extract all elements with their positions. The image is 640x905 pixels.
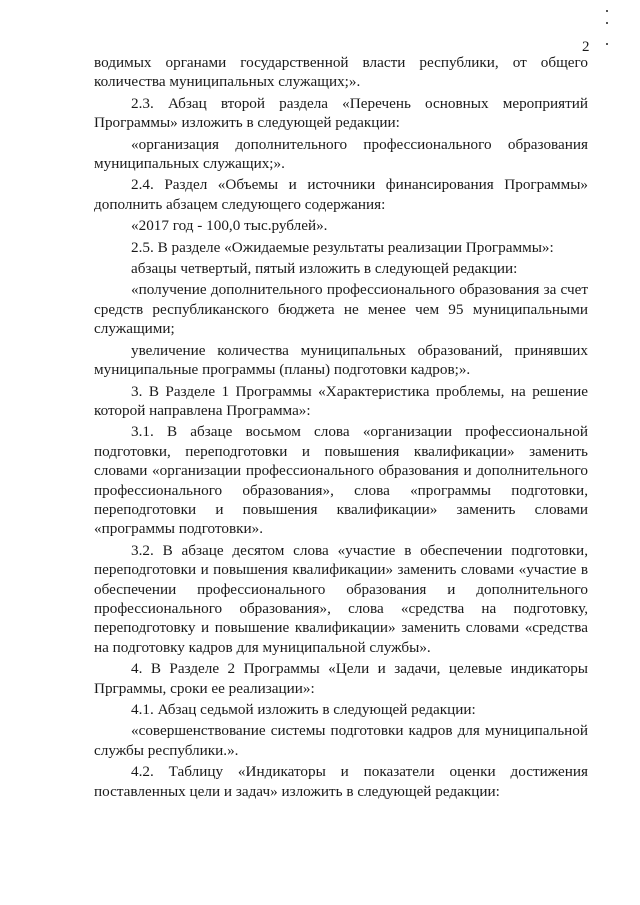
paragraph: 4. В Разделе 2 Программы «Цели и задачи, целевые индикаторы Прграммы, сроки ее реализации»: [94,660,588,697]
paragraph: 2.4. Раздел «Объемы и источники финансирования Программы» дополнить абзацем следующего содержания: [94,176,588,213]
paragraph: 4.1. Абзац седьмой изложить в следующей редакции: [131,701,476,718]
paragraph: «2017 год - 100,0 тыс.рублей». [131,217,328,235]
paragraph: 4.2. Таблицу «Индикаторы и показатели оценки достижения поставленных цели и задач» изложить в следующей редакции: [94,763,588,800]
paragraph: 2.3. Абзац второй раздела «Перечень основных мероприятий Программы» изложить в следующей редакции: [94,94,588,132]
paragraph: «совершенствование системы подготовки кадров для муниципальной службы республики.». [94,722,588,759]
paragraph: 2.5. В разделе «Ожидаемые результаты реализации Программы»: [131,238,554,256]
paragraph: увеличение количества муниципальных образований, принявших муниципальные программы (планы) подготовки кадров;». [94,341,588,379]
paragraph: 3. В Разделе 1 Программы «Характеристика проблемы, на решение которой направлена Программа»: [94,382,588,419]
paragraph: 3.1. В абзаце восьмом слова «организации профессиональной подготовки, переподготовки и повышения квалификации» заменить словами «организации профессионального образования и дополнительного профессионального образования», слова «программы подготовки, переподготовки и повышения квалификации» заменить словами «программы подготовки». [94,423,588,538]
paragraph: водимых органами государственной власти республики, от общего количества муниципальных служащих;». [94,54,588,91]
paragraph: абзацы четвертый, пятый изложить в следующей редакции: [131,260,518,278]
page-number: 2 [582,39,590,55]
document-body [94,53,588,801]
paragraph: «организация дополнительного профессионального образования муниципальных служащих;». [94,135,588,173]
paragraph: 3.2. В абзаце десятом слова «участие в обеспечении подготовки, переподготовки и повышения квалификации» заменить словами «участие в обеспечении профессионального образования и дополнительного профессионального образования», слова «средства на подготовку, переподготовку и повышение квалификации» заменить словами «средства на подготовку кадров для муниципальной службы». [94,541,588,656]
paragraph: «получение дополнительного профессионального образования за счет средств республиканского бюджета не менее чем 95 муниципальными служащими; [94,281,588,338]
